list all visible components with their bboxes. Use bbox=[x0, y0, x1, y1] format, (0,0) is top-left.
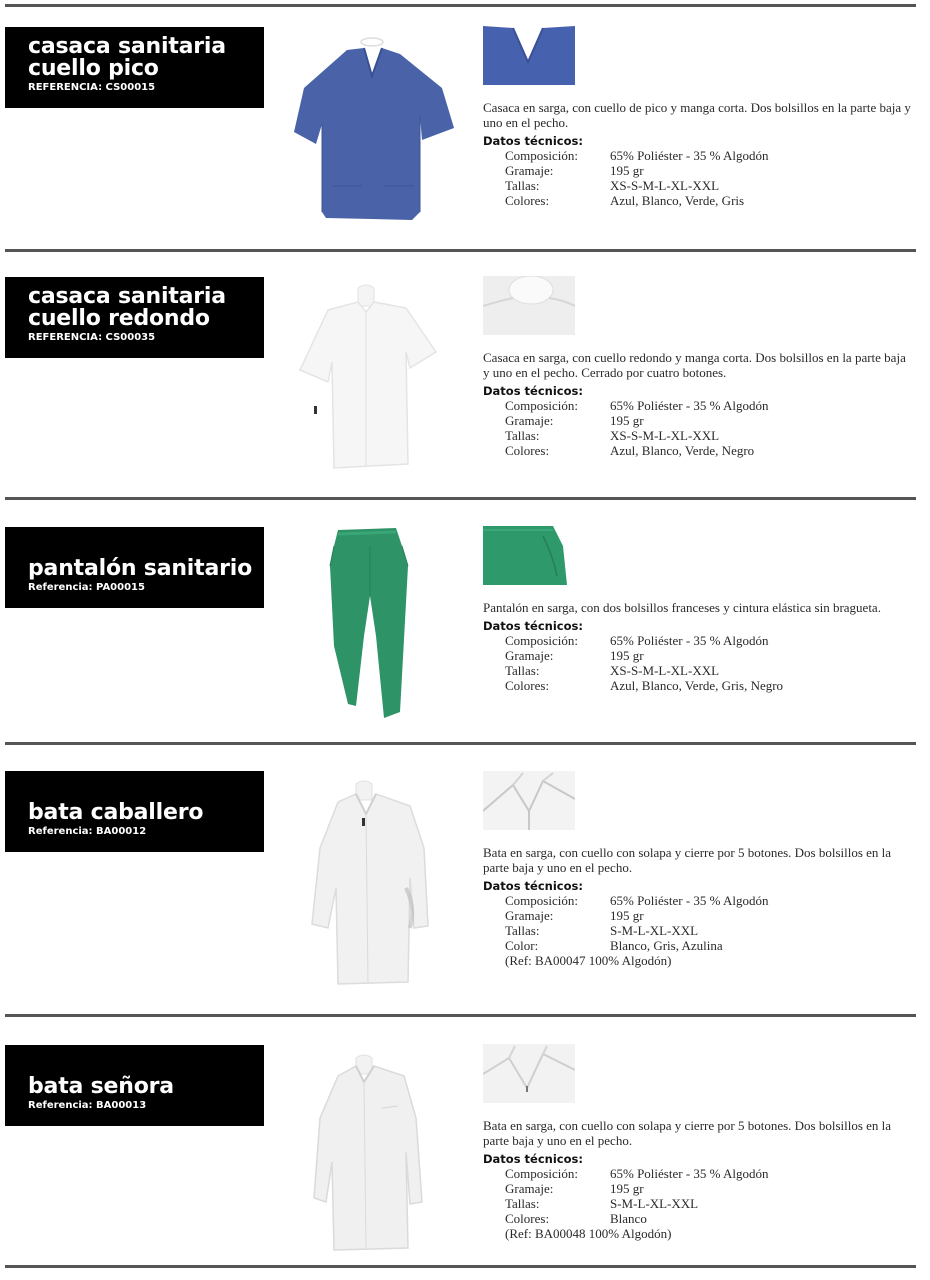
spec-key: Color: bbox=[505, 938, 539, 953]
product-description-block bbox=[483, 100, 913, 208]
spec-row bbox=[483, 678, 913, 693]
detail-photo-lapel-collar bbox=[483, 771, 575, 830]
product-description-block bbox=[483, 1118, 913, 1241]
spec-row bbox=[483, 398, 913, 413]
spec-row bbox=[483, 428, 913, 443]
spec-row bbox=[483, 1196, 913, 1211]
spec-key: Gramaje: bbox=[505, 413, 554, 428]
detail-photo-vneck bbox=[483, 26, 575, 85]
product-reference: Referencia: BA00012 bbox=[28, 826, 147, 837]
spec-note: (Ref: BA00047 100% Algodón) bbox=[505, 953, 672, 968]
spec-key: Tallas: bbox=[505, 663, 540, 678]
product-description: Pantalón en sarga, con dos bolsillos franceses y cintura elástica sin bragueta. bbox=[483, 600, 881, 615]
spec-key: Composición: bbox=[505, 398, 578, 413]
spec-key: Composición: bbox=[505, 1166, 578, 1181]
specs-heading: Datos técnicos: bbox=[483, 619, 583, 633]
specs-heading: Datos técnicos: bbox=[483, 879, 583, 893]
spec-value: S-M-L-XL-XXL bbox=[610, 1196, 699, 1211]
divider-rule bbox=[5, 1014, 916, 1017]
product-photo-green-pants bbox=[326, 526, 416, 721]
product-title-line: cuello redondo bbox=[28, 306, 210, 331]
spec-value: XS-S-M-L-XL-XXL bbox=[610, 663, 720, 678]
spec-key: Gramaje: bbox=[505, 163, 554, 178]
spec-key: Gramaje: bbox=[505, 1181, 554, 1196]
product-description: Bata en sarga, con cuello con solapa y cierre por 5 botones. Dos bolsillos en la parte baja y uno en el pecho. bbox=[483, 845, 892, 875]
product-label bbox=[5, 771, 264, 852]
spec-key: Colores: bbox=[505, 443, 550, 458]
product-title-line: pantalón sanitario bbox=[28, 556, 253, 581]
product-photo-white-scrub-top bbox=[298, 282, 443, 472]
divider-rule bbox=[5, 497, 916, 500]
spec-row bbox=[483, 648, 913, 663]
spec-row bbox=[483, 1211, 913, 1226]
spec-row bbox=[483, 193, 913, 208]
product-label bbox=[5, 277, 264, 358]
detail-photo-round-collar bbox=[483, 276, 575, 335]
spec-row bbox=[483, 908, 913, 923]
spec-key: Colores: bbox=[505, 193, 550, 208]
product-description-block bbox=[483, 600, 913, 693]
spec-row bbox=[483, 923, 913, 938]
spec-value: 195 gr bbox=[610, 908, 644, 923]
spec-value: XS-S-M-L-XL-XXL bbox=[610, 178, 720, 193]
product-description-block bbox=[483, 350, 913, 458]
spec-value: 195 gr bbox=[610, 1181, 644, 1196]
product-reference: REFERENCIA: CS00015 bbox=[28, 82, 156, 93]
spec-value: 195 gr bbox=[610, 163, 644, 178]
product-description-block bbox=[483, 845, 913, 968]
spec-row bbox=[483, 663, 913, 678]
spec-key: Colores: bbox=[505, 1211, 550, 1226]
spec-key: Colores: bbox=[505, 678, 550, 693]
spec-key: Composición: bbox=[505, 633, 578, 648]
divider-rule bbox=[5, 4, 916, 7]
spec-value: 65% Poliéster - 35 % Algodón bbox=[610, 398, 769, 413]
spec-row bbox=[483, 893, 913, 908]
product-photo-blue-scrub-top bbox=[292, 36, 460, 222]
spec-value: Azul, Blanco, Verde, Negro bbox=[610, 443, 755, 458]
product-photo-womens-lab-coat bbox=[312, 1052, 427, 1252]
spec-key: Tallas: bbox=[505, 1196, 540, 1211]
product-photo-mens-lab-coat bbox=[310, 778, 434, 988]
spec-row bbox=[483, 148, 913, 163]
spec-row bbox=[483, 413, 913, 428]
spec-value: Blanco, Gris, Azulina bbox=[610, 938, 723, 953]
detail-photo-waistband bbox=[483, 526, 575, 585]
spec-row bbox=[483, 443, 913, 458]
spec-key: Gramaje: bbox=[505, 908, 554, 923]
product-title-line: cuello pico bbox=[28, 56, 159, 81]
divider-rule bbox=[5, 742, 916, 745]
spec-key: Gramaje: bbox=[505, 648, 554, 663]
spec-value: 65% Poliéster - 35 % Algodón bbox=[610, 633, 769, 648]
spec-row bbox=[483, 633, 913, 648]
spec-value: 65% Poliéster - 35 % Algodón bbox=[610, 148, 769, 163]
spec-note: (Ref: BA00048 100% Algodón) bbox=[505, 1226, 672, 1241]
divider-rule bbox=[5, 1265, 916, 1268]
spec-key: Tallas: bbox=[505, 178, 540, 193]
spec-value: Azul, Blanco, Verde, Gris bbox=[610, 193, 745, 208]
product-label bbox=[5, 527, 264, 608]
product-label bbox=[5, 1045, 264, 1126]
spec-key: Tallas: bbox=[505, 923, 540, 938]
spec-key: Tallas: bbox=[505, 428, 540, 443]
spec-key: Composición: bbox=[505, 893, 578, 908]
product-title-line: bata señora bbox=[28, 1074, 174, 1099]
spec-value: Azul, Blanco, Verde, Gris, Negro bbox=[610, 678, 784, 693]
product-title-line: bata caballero bbox=[28, 800, 204, 825]
spec-row bbox=[483, 1166, 913, 1181]
spec-row bbox=[483, 1181, 913, 1196]
divider-rule bbox=[5, 249, 916, 252]
detail-photo-womens-collar bbox=[483, 1044, 575, 1103]
specs-heading: Datos técnicos: bbox=[483, 1152, 583, 1166]
product-reference: Referencia: PA00015 bbox=[28, 582, 145, 593]
spec-value: 65% Poliéster - 35 % Algodón bbox=[610, 1166, 769, 1181]
product-title-line: casaca sanitaria bbox=[28, 284, 226, 309]
specs-heading: Datos técnicos: bbox=[483, 384, 583, 398]
spec-value: XS-S-M-L-XL-XXL bbox=[610, 428, 720, 443]
spec-value: Blanco bbox=[610, 1211, 647, 1226]
specs-heading: Datos técnicos: bbox=[483, 134, 583, 148]
product-description: Casaca en sarga, con cuello redondo y manga corta. Dos bolsillos en la parte baja y uno en el pecho. Cerrado por cuatro botones. bbox=[483, 350, 906, 380]
spec-row bbox=[483, 163, 913, 178]
spec-row bbox=[483, 178, 913, 193]
spec-key: Composición: bbox=[505, 148, 578, 163]
spec-value: 65% Poliéster - 35 % Algodón bbox=[610, 893, 769, 908]
spec-value: 195 gr bbox=[610, 648, 644, 663]
product-label bbox=[5, 27, 264, 108]
product-title-line: casaca sanitaria bbox=[28, 34, 226, 59]
product-description: Bata en sarga, con cuello con solapa y cierre por 5 botones. Dos bolsillos en la parte baja y uno en el pecho. bbox=[483, 1118, 892, 1148]
spec-row bbox=[483, 938, 913, 953]
spec-value: S-M-L-XL-XXL bbox=[610, 923, 699, 938]
product-reference: REFERENCIA: CS00035 bbox=[28, 332, 156, 343]
spec-value: 195 gr bbox=[610, 413, 644, 428]
product-description: Casaca en sarga, con cuello de pico y manga corta. Dos bolsillos en la parte baja y uno en el pecho. bbox=[483, 100, 911, 130]
product-reference: Referencia: BA00013 bbox=[28, 1100, 147, 1111]
